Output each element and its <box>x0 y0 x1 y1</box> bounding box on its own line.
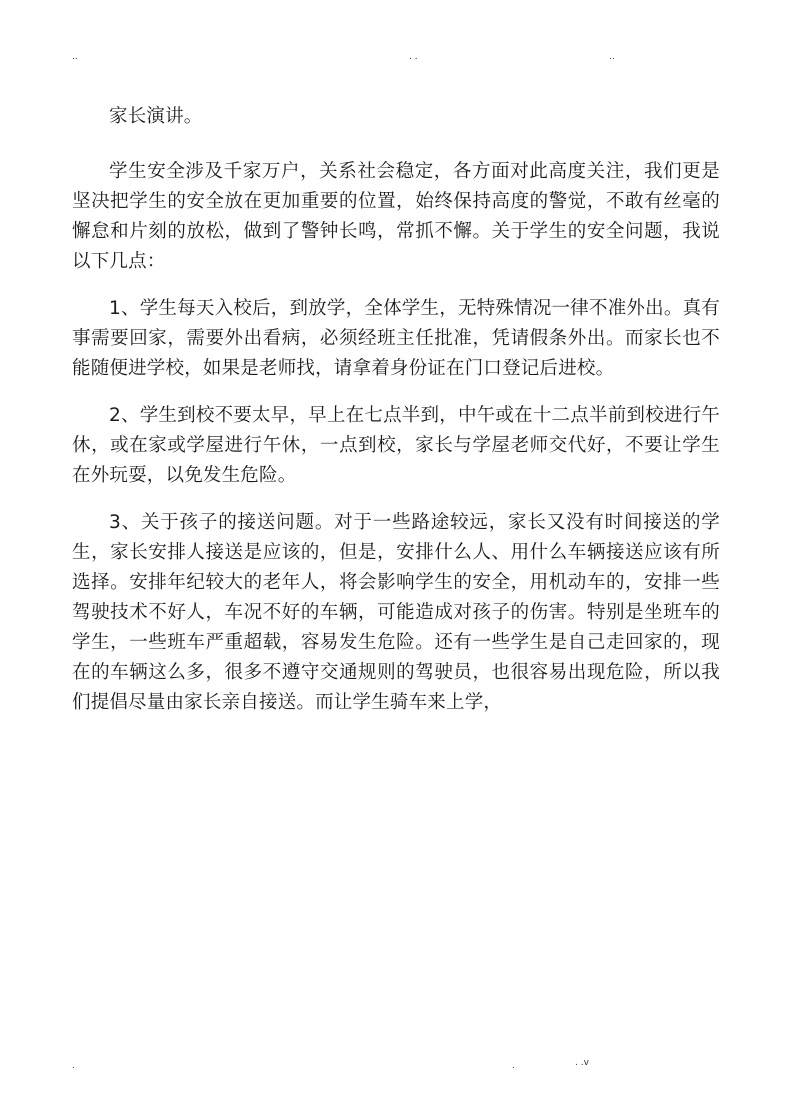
footer-marker-left: . <box>72 1061 75 1071</box>
document-body <box>72 102 720 718</box>
paragraph-point-2: 2、学生到校不要太早，早上在七点半到，中午或在十二点半前到校进行午休，或在家或学屋进行午休，一点到校，家长与学屋老师交代好，不要让学生在外玩耍，以免发生危险。 <box>72 405 720 486</box>
paragraph-safety-overview: 学生安全涉及千家万户，关系社会稳定，各方面对此高度关注，我们更是坚决把学生的安全放在更加重要的位置，始终保持高度的警觉，不敢有丝毫的懈怠和片刻的放松，做到了警钟长鸣，常抓不懈。关于学生的安全问题，我说以下几点： <box>72 161 720 272</box>
footer-marker-right: . .v <box>575 1058 589 1068</box>
header-marker-left: .. <box>72 52 78 62</box>
footer-marker-center: . <box>512 1061 515 1071</box>
paragraph-intro: 家长演讲。 <box>109 106 203 127</box>
header-marker-right: .. <box>609 52 615 62</box>
paragraph-point-3: 3、关于孩子的接送问题。对于一些路途较远，家长又没有时间接送的学生，家长安排人接送是应该的，但是，安排什么人、用什么车辆接送应该有所选择。安排年纪较大的老年人，将会影响学生的安全，用机动车的，安排一些驾驶技术不好人，车况不好的车辆，可能造成对孩子的伤害。特别是坐班车的学生，一些班车严重超载，容易发生危险。还有一些学生是自己走回家的，现在的车辆这么多，很多不遵守交通规则的驾驶员，也很容易出现危险，所以我们提倡尽量由家长亲自接送。而让学生骑车来上学， <box>72 512 720 713</box>
header-marker-center: . . <box>409 52 418 62</box>
paragraph-point-1: 1、学生每天入校后，到放学，全体学生，无特殊情况一律不准外出。真有事需要回家，需要外出看病，必须经班主任批准，凭请假条外出。而家长也不能随便进学校，如果是老师找，请拿着身份证在门口登记后进校。 <box>72 298 720 379</box>
